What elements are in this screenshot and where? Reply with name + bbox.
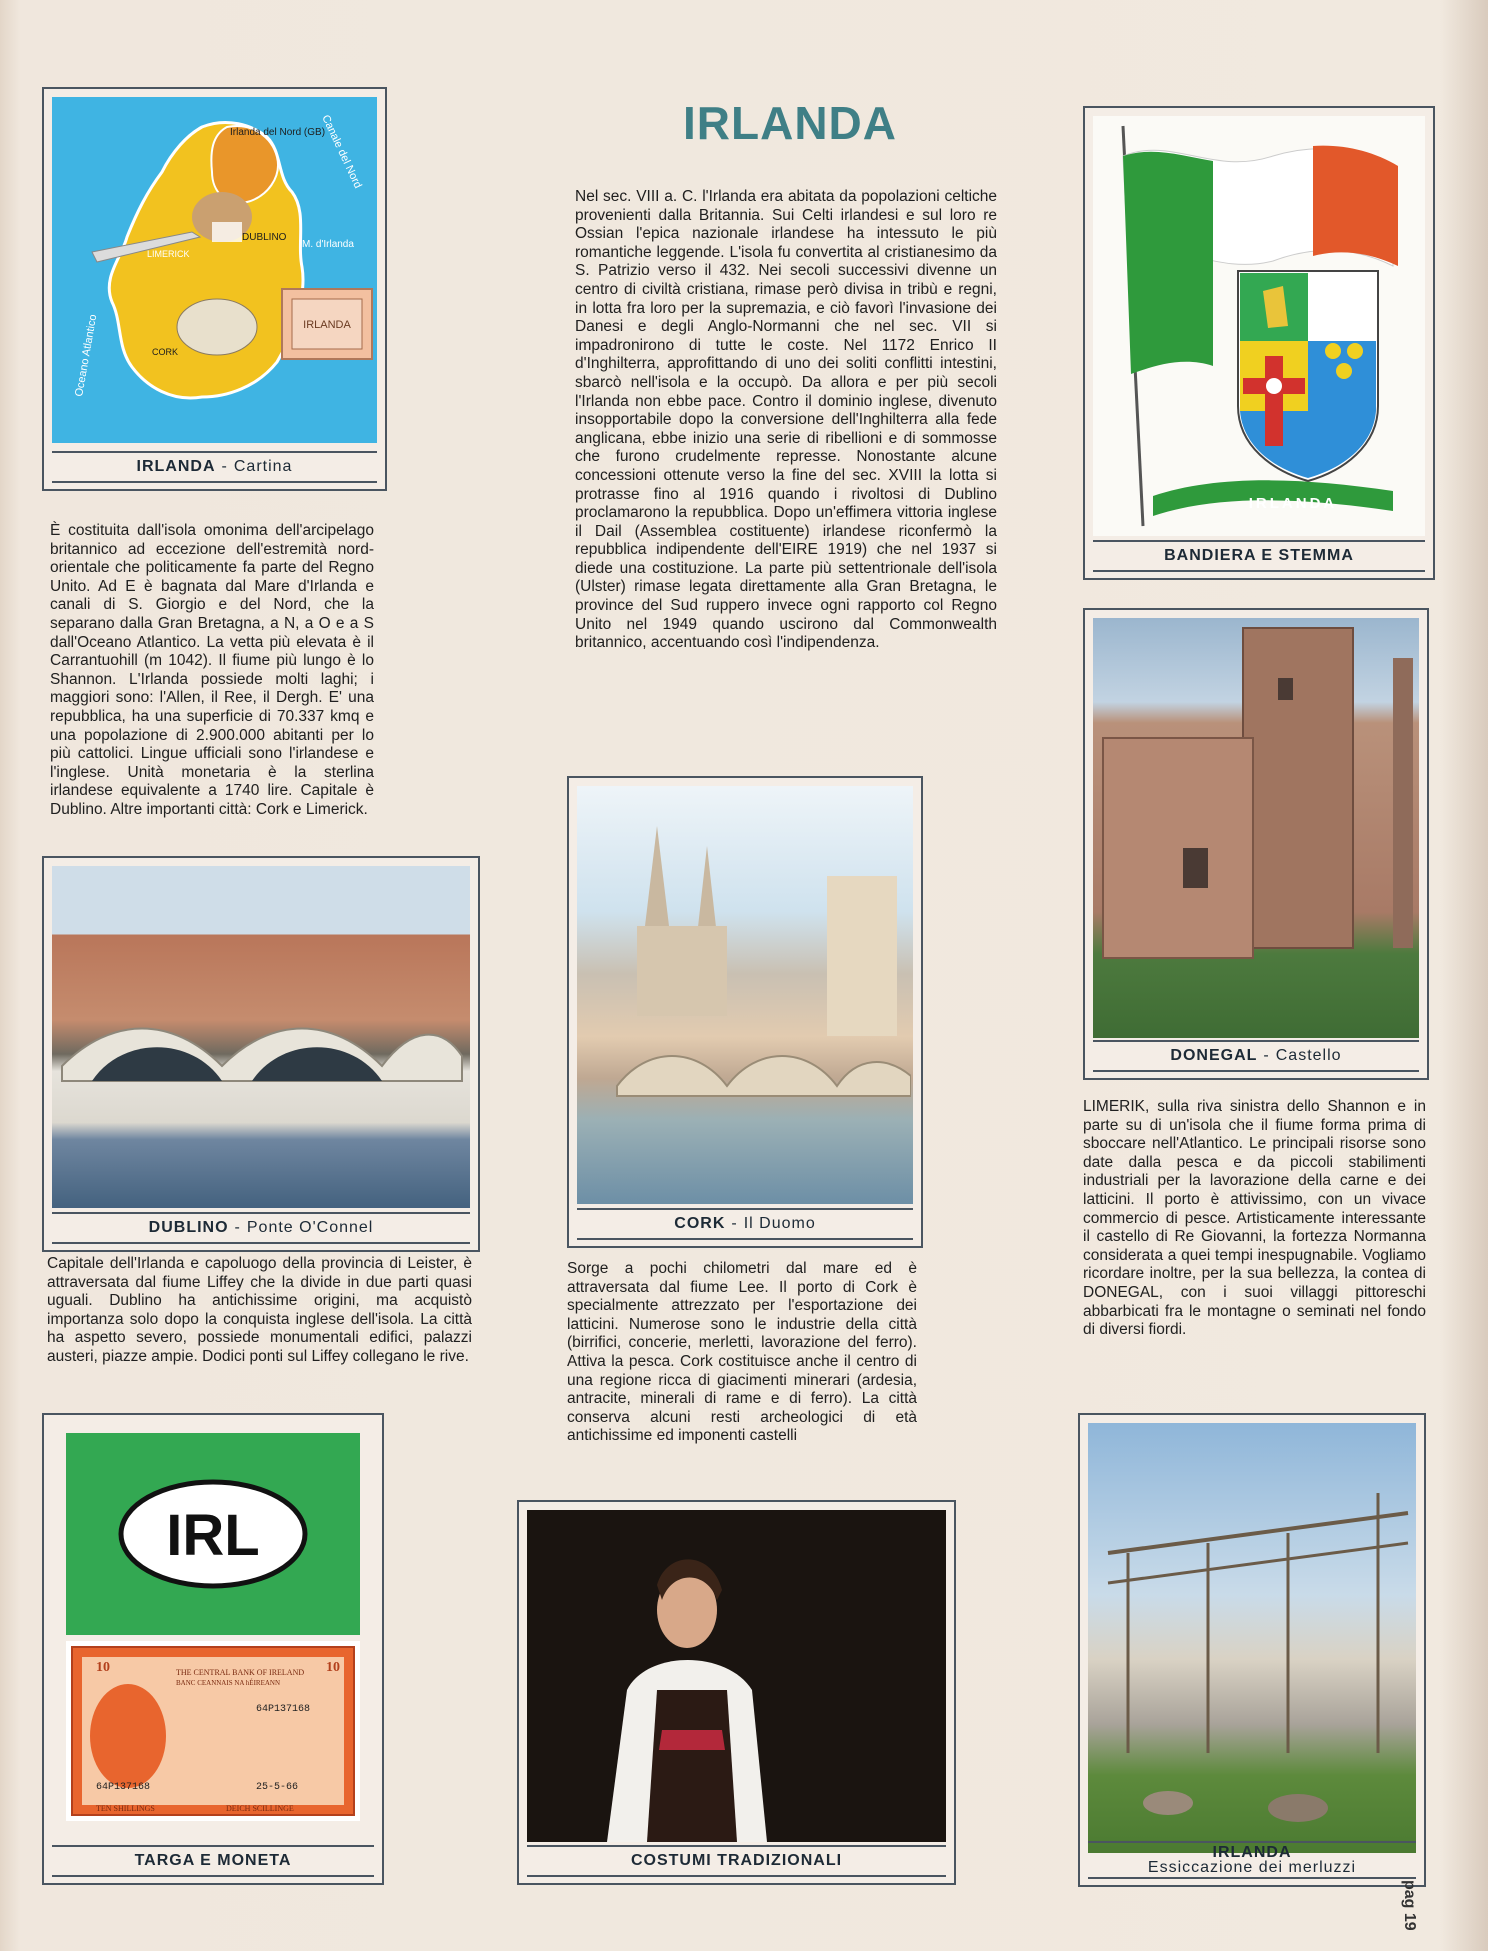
caption-name: TARGA E MONETA — [134, 1852, 292, 1869]
caption-name: COSTUMI TRADIZIONALI — [630, 1852, 843, 1869]
banknote-value-text: TEN SHILLINGS — [96, 1804, 155, 1813]
card-map-caption — [52, 451, 377, 483]
caption-name: DUBLINO — [148, 1219, 229, 1236]
map-label-dublin: DUBLINO — [242, 232, 287, 243]
card-plate — [42, 1413, 384, 1885]
card-dublin — [42, 856, 480, 1252]
page-title: IRLANDA — [683, 97, 897, 149]
banknote-value-irish: DEICH SCILLINGE — [226, 1804, 294, 1813]
license-plate-sign — [66, 1433, 360, 1635]
card-donegal — [1083, 608, 1429, 1080]
caption-sep: - — [221, 458, 228, 475]
map-label-limerick: LIMERICK — [147, 249, 190, 259]
caption-sub: Castello — [1275, 1047, 1342, 1064]
card-costume-caption — [527, 1845, 946, 1877]
map-label-northern-ireland: Irlanda del Nord (GB) — [230, 127, 326, 138]
castle-illustration — [1093, 618, 1419, 1038]
caption-sep: - — [234, 1219, 241, 1236]
banknote-illustration — [66, 1641, 360, 1821]
caption-name: CORK — [674, 1215, 726, 1232]
card-cork — [567, 776, 923, 1248]
flag-image — [1093, 116, 1425, 536]
banknote-denomination-tl: 10 — [96, 1660, 110, 1675]
bridge-illustration — [52, 866, 470, 1208]
caption-name: DONEGAL — [1170, 1047, 1258, 1064]
text-dublin: Capitale dell'Irlanda e capoluogo della provincia di Leister, è attraversata dal fiume Liffey che la divide in due parti quasi uguali. Dublino ha antichissime origini, ma acquistò importanza solo dopo la conquista inglese dell'isola. La città ha aspetto severo, possiede monumentali edifici, palazzi austeri, piazze ampie. Dodici ponti sul Liffey collegano le rive. — [47, 1255, 472, 1365]
banknote-serial: 64P137168 — [256, 1704, 311, 1715]
donegal-photo — [1093, 618, 1419, 1038]
caption-name: IRLANDA — [1212, 1844, 1292, 1861]
card-fish — [1078, 1413, 1426, 1887]
caption-name: BANDIERA E STEMMA — [1164, 547, 1354, 564]
cathedral-illustration — [577, 786, 911, 1204]
banknote-panel — [66, 1641, 360, 1821]
card-cork-caption — [577, 1208, 913, 1240]
caption-sub: Essiccazione dei merluzzi — [1147, 1859, 1357, 1876]
card-donegal-caption — [1093, 1040, 1419, 1072]
cork-photo — [577, 786, 913, 1204]
costume-photo — [527, 1510, 946, 1842]
banknote-denomination-tr: 10 — [326, 1660, 340, 1675]
plate-text: IRL — [166, 1503, 260, 1568]
page-number: pag 19 — [1401, 1880, 1418, 1931]
map-label-north-channel: Canale del Nord — [319, 113, 364, 191]
flag-and-coat-of-arms — [1093, 116, 1421, 536]
caption-sep: - — [731, 1215, 738, 1232]
map-label-box: IRLANDA — [303, 319, 351, 331]
plate-panel — [66, 1433, 360, 1635]
text-cork: Sorge a pochi chilometri dal mare ed è attraversata dal fiume Lee. Il porto di Cork è specialmente attrezzato per l'esportazione dei latticini. Numerose sono le industrie della città (birrifici, concerie, merletti, lavorazione del ferro). Attiva la pesca. Cork costituisce anche il centro di una regione ricca di giacimenti minerari (ardesia, antracite, minerali di rame e di ferro). La città conserva alcuni resti archeologici di età antichissime ed imponenti castelli — [567, 1260, 917, 1445]
banknote-serial-bottom: 64P137168 — [96, 1782, 151, 1793]
ireland-map — [52, 97, 373, 443]
map-image — [52, 97, 377, 443]
fish-photo — [1088, 1423, 1416, 1853]
caption-sub: Il Duomo — [743, 1215, 816, 1232]
caption-sep: - — [1263, 1047, 1270, 1064]
text-limerik: LIMERIK, sulla riva sinistra dello Shannon e in parte su di un'isola che il fiume forma prima di sboccare nell'Atlantico. Le principali risorse sono date dalla pesca e da piccoli stabilimenti industriali per la lavorazione della carne e dei latticini. Il porto è attivissimo, con un vivace commercio di pesce. Artisticamente interessante il castello di Re Giovanni, la fortezza Normanna considerata a quei tempi inespugnabile. Vogliamo ricordare inoltre, per la sua bellezza, la contea di DONEGAL, con i suoi villaggi pittoreschi abbarbicati fra le montagne o seminati nel fondo di diversi fiordi. — [1083, 1098, 1426, 1339]
map-label-cork: CORK — [152, 347, 179, 357]
dublin-photo — [52, 866, 470, 1208]
woman-in-costume-illustration — [527, 1510, 946, 1842]
card-flag-caption — [1093, 540, 1425, 572]
banknote-bank: THE CENTRAL BANK OF IRELAND — [176, 1668, 305, 1677]
card-flag — [1083, 106, 1435, 580]
text-intro: È costituita dall'isola omonima dell'arcipelago britannico ad eccezione dell'estremità nord-orientale che politicamente fa parte del Regno Unito. Ad E è bagnata dal Mare d'Irlanda e canali di S. Giorgio e del Nord, che la separano dalla Gran Bretagna, a N, a O e a S dall'Oceano Atlantico. La vetta più elevata è il Carrantuohill (m 1042). Il fiume più lungo è lo Shannon. L'Irlanda possiede molti laghi; i maggiori sono: l'Allen, il Ree, il Dergh. E' una repubblica, ha una superficie di 70.337 kmq e una popolazione di 2.900.000 abitanti per lo più cattolici. Lingue ufficiali sono l'irlandese e l'inglese. Unità monetaria è la sterlina irlandese equivalente a 1740 lire. Capitale è Dublino. Altre importanti città: Cork e Limerick. — [50, 522, 374, 818]
flag-banner-text: IRLANDA — [1248, 495, 1338, 512]
fish-racks-illustration — [1088, 1423, 1416, 1853]
caption-sub: Cartina — [233, 458, 293, 475]
caption-sub: Ponte O'Connel — [246, 1219, 374, 1236]
card-fish-caption — [1088, 1841, 1416, 1879]
card-map — [42, 87, 387, 491]
map-label-ocean: Oceano Atlantico — [73, 313, 100, 398]
map-label-irish-sea: M. d'Irlanda — [302, 239, 354, 250]
banknote-date: 25-5-66 — [256, 1782, 299, 1793]
text-history: Nel sec. VIII a. C. l'Irlanda era abitata da popolazioni celtiche provenienti dalla Britannia. Sui Celti irlandesi e sul loro re Ossian l'epica nazionale irlandese ha intessuto le più romantiche leggende. L'isola fu convertita al cristianesimo da S. Patrizio verso il 432. Nei secoli successivi divenne un centro di civiltà cristiana, rimase però divisa in tribù e regni, in lotta fra loro per la supremazia, e ciò favorì l'invasione dei Danesi e degli Anglo-Normanni che nel sec. VII si impadronirono di tutte le coste. Nel 1172 Enrico II d'Inghilterra, approfittando di uno dei soliti conflitti intestini, sbarcò nell'isola e la occupò. Da allora e per più secoli l'Irlanda non ebbe pace. Contro il dominio inglese, divenuto insopportabile dopo la conversione dell'Inghilterra alla fede anglicana, ebbe inizio una serie di ribellioni e di sommosse che furono crudelmente represse. Nonostante alcune concessioni ottenute verso la fine del sec. XVIII la lotta si protrasse fino al 1916 quando i rivoltosi di Dublino proclamarono la repubblica. Dopo un'effimera vittoria inglese il Dail (Assemblea costituente) irlandese riconfermò la repubblica indipendente dell'EIRE 1919) che nel 1937 si diede una costituzione. La parte più settentrionale dell'isola (Ulster) rimase legata direttamente alla Gran Bretagna, le province del Sud ruppero invece ogni rapporto col Regno Unito nel 1949 quando uscirono dal Commonwealth britannico, accentuando così l'indipendenza. — [575, 188, 997, 652]
card-dublin-caption — [52, 1212, 470, 1244]
card-costume — [517, 1500, 956, 1885]
card-plate-caption — [52, 1845, 374, 1877]
caption-name: IRLANDA — [136, 458, 216, 475]
banknote-bank-irish: BANC CEANNAIS NA hÉIREANN — [176, 1679, 281, 1687]
